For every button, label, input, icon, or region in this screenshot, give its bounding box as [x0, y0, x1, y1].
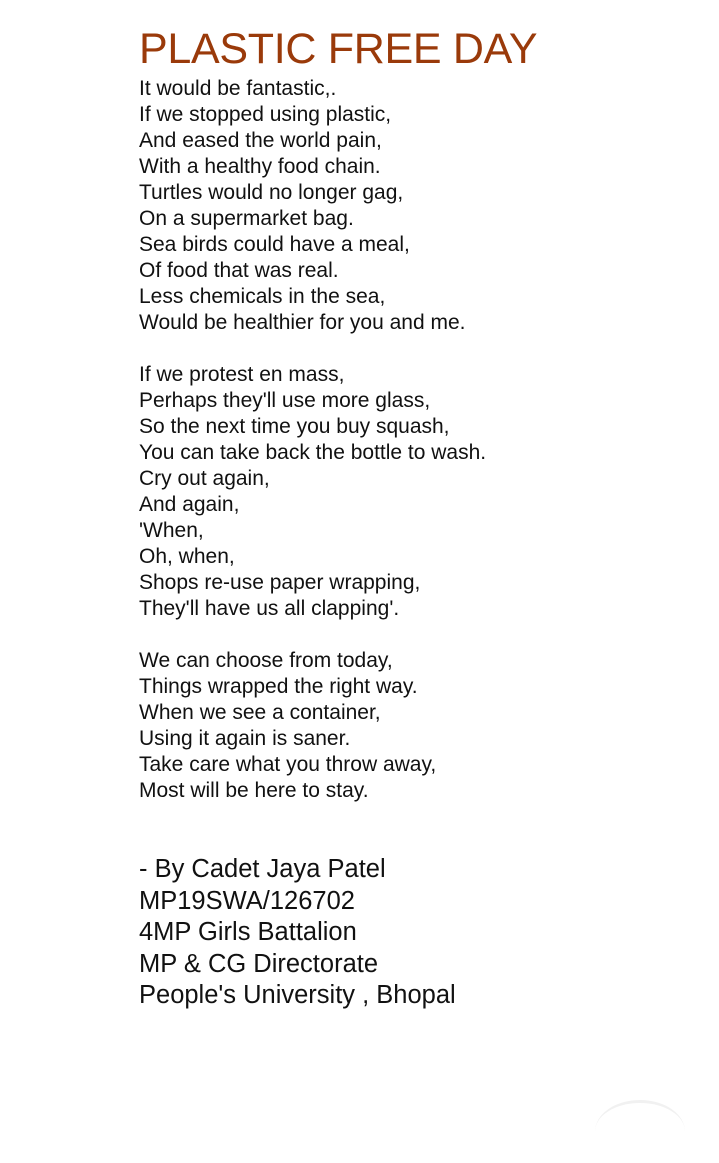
poem-line: They'll have us all clapping'. — [139, 597, 400, 620]
poem-line: So the next time you buy squash, — [139, 415, 450, 438]
poem-line: Would be healthier for you and me. — [139, 311, 466, 334]
poem-line: Oh, when, — [139, 545, 235, 568]
poem-title: PLASTIC FREE DAY — [139, 25, 538, 73]
poem-line: If we stopped using plastic, — [139, 103, 392, 126]
poem-line: If we protest en mass, — [139, 363, 345, 386]
poem-line: Turtles would no longer gag, — [139, 181, 404, 204]
poem-line: You can take back the bottle to wash. — [139, 441, 487, 464]
poem-line: With a healthy food chain. — [139, 155, 381, 178]
stanza-3 — [139, 648, 486, 804]
decorative-arc — [595, 1100, 685, 1163]
poem-line: On a supermarket bag. — [139, 207, 354, 230]
poem-line: Of food that was real. — [139, 259, 339, 282]
poem-line: Cry out again, — [139, 467, 270, 490]
poem-line: Using it again is saner. — [139, 727, 351, 750]
stanza-1 — [139, 76, 486, 336]
poem-line: Things wrapped the right way. — [139, 675, 418, 698]
poem-line: Take care what you throw away, — [139, 753, 437, 776]
poem-line: We can choose from today, — [139, 649, 393, 672]
signature-line: People's University , Bhopal — [139, 981, 456, 1009]
signature-line: MP19SWA/126702 — [139, 886, 355, 915]
poem-line: And again, — [139, 493, 240, 516]
poem-line: Most will be here to stay. — [139, 779, 369, 802]
poem-line: Less chemicals in the sea, — [139, 285, 386, 308]
poem-line: And eased the world pain, — [139, 129, 382, 152]
poem-line: When we see a container, — [139, 701, 381, 724]
poem-line: Perhaps they'll use more glass, — [139, 389, 431, 412]
stanza-2 — [139, 362, 486, 622]
signature-block — [139, 854, 456, 1012]
signature-line: 4MP Girls Battalion — [139, 918, 357, 946]
poem-line: 'When, — [139, 519, 204, 542]
poem-body — [139, 76, 486, 830]
poem-line: Sea birds could have a meal, — [139, 233, 410, 256]
poem-line: Shops re-use paper wrapping, — [139, 571, 421, 594]
signature-line: - By Cadet Jaya Patel — [139, 855, 386, 883]
poem-line: It would be fantastic,. — [139, 77, 337, 100]
signature-line: MP & CG Directorate — [139, 949, 379, 978]
